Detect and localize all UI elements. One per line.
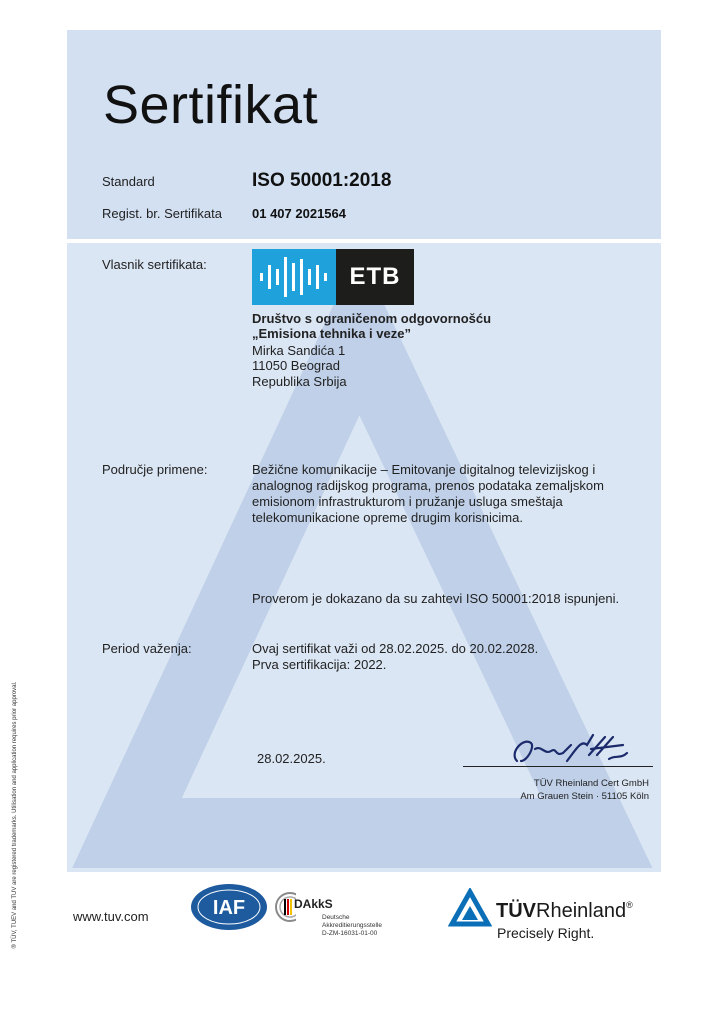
dakks-title: DAkkS <box>294 897 333 911</box>
holder-address-street: Mirka Sandića 1 <box>252 343 346 358</box>
scope-line: Bežične komunikacije – Emitovanje digitalnog televizijskog i <box>252 462 596 477</box>
etb-logo <box>252 249 414 305</box>
etb-logo-text: ETB <box>336 249 414 305</box>
holder-address-city: 11050 Beograd <box>252 358 340 373</box>
issuer-name: TÜV Rheinland Cert GmbH <box>533 778 649 789</box>
certificate-title: Sertifikat <box>103 75 319 135</box>
dakks-line: Deutsche <box>322 914 350 921</box>
registration-value: 01 407 2021564 <box>252 206 346 221</box>
scope-line: emisionom infrastrukturom i pružanje usluga smeštaja <box>252 494 563 509</box>
issuer-block <box>520 777 649 803</box>
tuv-bold: TÜV <box>496 900 536 922</box>
tuv-triangle-icon <box>448 888 492 928</box>
validity-label: Period važenja: <box>102 641 192 656</box>
holder-address-country: Republika Srbija <box>252 374 347 389</box>
signature <box>505 731 635 771</box>
trademark-note: ® TÜV, TUEV and TUV are registered trademarks. Utilisation and application requires prior approval. <box>12 681 18 949</box>
registration-label: Regist. br. Sertifikata <box>102 206 222 221</box>
standard-value: ISO 50001:2018 <box>252 170 392 191</box>
holder-name-line2: „Emisiona tehnika i veze” <box>252 326 411 341</box>
standard-label: Standard <box>102 174 155 189</box>
dakks-line: Akkreditierungsstelle <box>322 922 382 929</box>
holder-label: Vlasnik sertifikata: <box>102 257 207 272</box>
tuv-wordmark <box>496 900 633 923</box>
first-certification: Prva sertifikacija: 2022. <box>252 657 387 672</box>
signature-line <box>463 766 653 767</box>
issuer-address: Am Grauen Stein · 51105 Köln <box>520 791 649 802</box>
website-link[interactable]: www.tuv.com <box>73 909 149 924</box>
scope-line: analognog radijskog programa, prenos podataka zemaljskom <box>252 478 604 493</box>
svg-text:IAF: IAF <box>212 897 246 919</box>
iaf-logo <box>190 883 268 931</box>
etb-soundwave-icon <box>252 249 336 305</box>
tuv-reg-mark: ® <box>626 900 633 910</box>
scope-label: Područje primene: <box>102 462 208 477</box>
validity-period: Ovaj sertifikat važi od 28.02.2025. do 20.02.2028. <box>252 641 539 656</box>
tuv-slogan: Precisely Right. <box>497 925 595 941</box>
issue-date: 28.02.2025. <box>257 751 326 766</box>
verification-statement: Proverom je dokazano da su zahtevi ISO 50001:2018 ispunjeni. <box>252 591 620 606</box>
dakks-details <box>322 914 382 938</box>
tuv-rest: Rheinland <box>536 900 627 922</box>
scope-line: telekomunikacione opreme drugim korisnicima. <box>252 510 523 525</box>
dakks-ring-icon <box>274 883 296 931</box>
dakks-line: D-ZM-16031-01-00 <box>322 930 378 937</box>
holder-name-line1: Društvo s ograničenom odgovornošću <box>252 311 492 326</box>
